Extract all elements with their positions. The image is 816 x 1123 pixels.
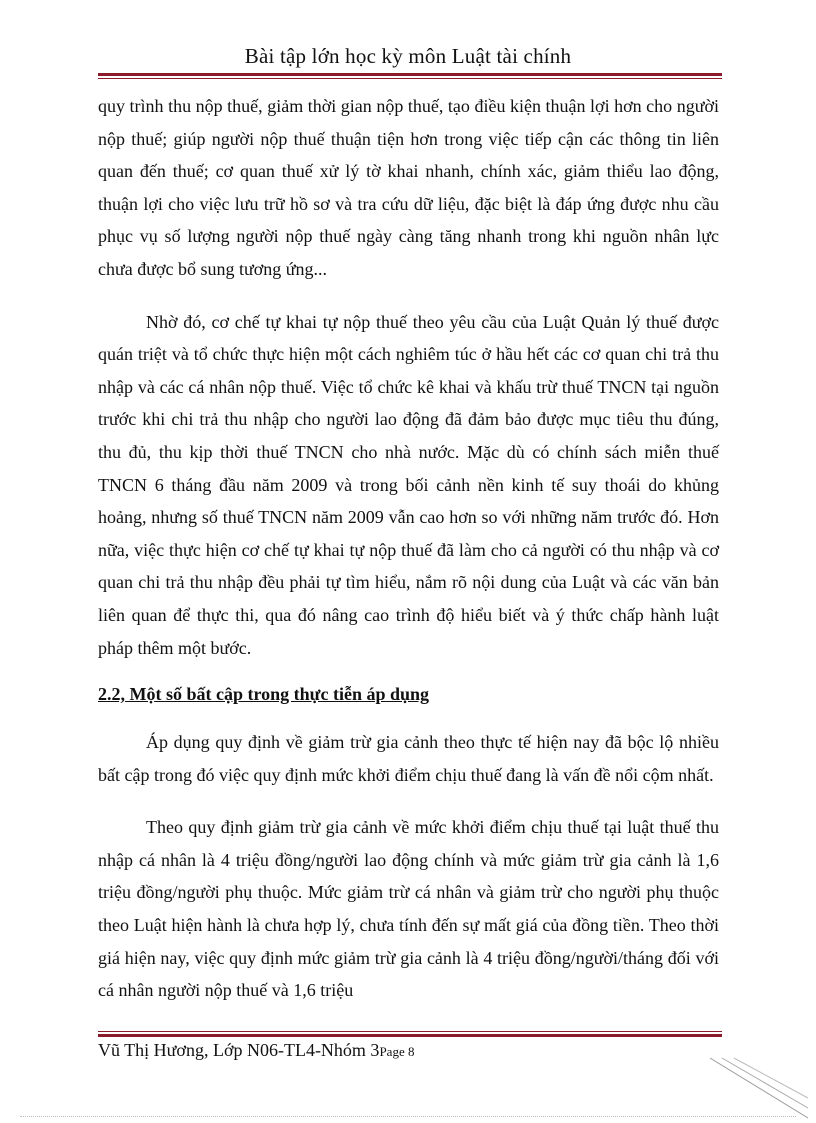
footer-author: Vũ Thị Hương, Lớp N06-TL4-Nhóm 3 [98, 1040, 380, 1060]
footer-rule-thin [98, 1031, 722, 1032]
page-edge-dots [20, 1116, 796, 1117]
footer-rule-thick [98, 1034, 722, 1037]
footer-page-number: Page 8 [379, 1044, 415, 1059]
page-header-title: Bài tập lớn học kỳ môn Luật tài chính [244, 44, 572, 68]
header-rule-thin [98, 78, 722, 79]
corner-decoration [700, 1050, 810, 1120]
header-rule-thick [98, 73, 722, 76]
paragraph-4: Theo quy định giảm trừ gia cảnh về mức khởi điểm chịu thuế tại luật thuế thu nhập cá nhân là 4 triệu đồng/người lao động chính và mức giảm trừ gia cảnh là 1,6 triệu đồng/người phụ thuộc. Mức giảm trừ cá nhân và giảm trừ cho người phụ thuộc theo Luật hiện hành là chưa hợp lý, chưa tính đến sự mất giá của đồng tiền. Theo thời giá hiện nay, việc quy định mức giảm trừ gia cảnh là 4 triệu đồng/người/tháng đối với cá nhân người nộp thuế và 1,6 triệu [98, 817, 719, 1001]
document-body [98, 90, 719, 1007]
paragraph-1: quy trình thu nộp thuế, giảm thời gian nộp thuế, tạo điều kiện thuận lợi hơn cho người nộp thuế; giúp người nộp thuế thuận tiện hơn trong việc tiếp cận các thông tin liên quan đến thuế; cơ quan thuế xử lý tờ khai nhanh, chính xác, giảm thiểu lao động, thuận lợi cho việc lưu trữ hồ sơ và tra cứu dữ liệu, đặc biệt là đáp ứng được nhu cầu phục vụ số lượng người nộp thuế ngày càng tăng nhanh trong khi nguồn nhân lực chưa được bổ sung tương ứng... [98, 96, 719, 279]
paragraph-3: Áp dụng quy định về giảm trừ gia cảnh theo thực tế hiện nay đã bộc lộ nhiều bất cập trong đó việc quy định mức khởi điểm chịu thuế đang là vấn đề nổi cộm nhất. [98, 732, 719, 785]
section-heading: 2.2, Một số bất cập trong thực tiễn áp dụng [98, 684, 429, 705]
page-footer [98, 1040, 414, 1061]
paragraph-2: Nhờ đó, cơ chế tự khai tự nộp thuế theo yêu cầu của Luật Quản lý thuế được quán triệt và tổ chức thực hiện một cách nghiêm túc ở hầu hết các cơ quan chi trả thu nhập và các cá nhân nộp thuế. Việc tổ chức kê khai và khấu trừ thuế TNCN tại nguồn trước khi chi trả thu nhập cho người lao động đã đảm bảo được mục tiêu thu đúng, thu đủ, thu kịp thời thuế TNCN cho nhà nước. Mặc dù có chính sách miễn thuế TNCN 6 tháng đầu năm 2009 và trong bối cảnh nền kinh tế suy thoái do khủng hoảng, nhưng số thuế TNCN năm 2009 vẫn cao hơn so với những năm trước đó. Hơn nữa, việc thực hiện cơ chế tự khai tự nộp thuế đã làm cho cả người có thu nhập và cơ quan chi trả thu nhập đều phải tự tìm hiểu, nắm rõ nội dung của Luật và các văn bản liên quan để thực thi, qua đó nâng cao trình độ hiểu biết và ý thức chấp hành luật pháp thêm một bước. [98, 311, 719, 658]
